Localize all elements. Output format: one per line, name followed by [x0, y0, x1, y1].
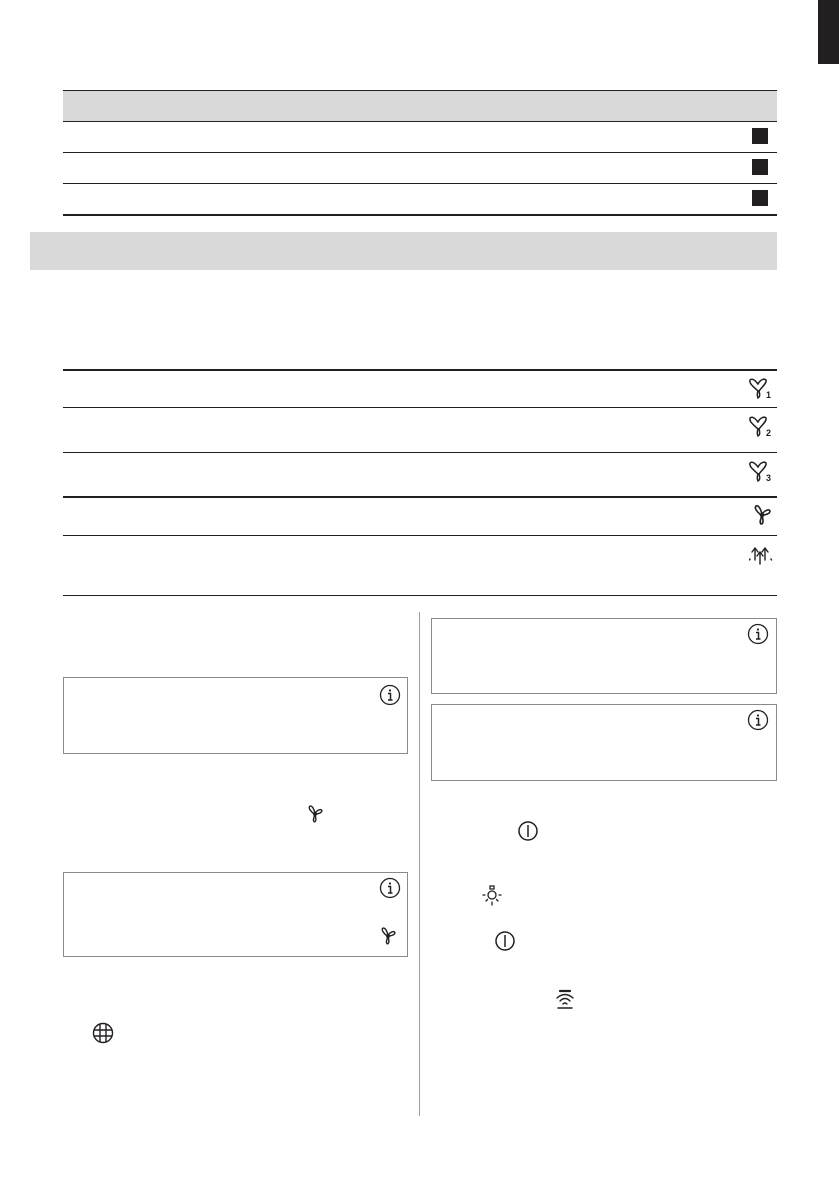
fan-table-top-border: [63, 369, 777, 371]
fan-speed-2-icon: [746, 411, 776, 441]
table-header-row: [63, 90, 777, 121]
note-box: [63, 677, 408, 754]
info-circle-icon: [379, 877, 401, 899]
svg-text:2: 2: [766, 428, 772, 438]
page-tab-marker: [818, 0, 839, 64]
table-marker-square: [752, 190, 768, 206]
power-icon: [494, 930, 516, 952]
table-row-divider: [63, 152, 777, 153]
fan-table-divider: [63, 535, 777, 536]
column-divider: [419, 612, 420, 1116]
table-row-divider: [63, 121, 777, 122]
table-bottom-border: [63, 214, 777, 216]
table-marker-square: [752, 159, 768, 175]
fan-table-divider: [63, 452, 777, 453]
light-icon: [480, 884, 504, 908]
fan-table-divider: [63, 407, 777, 408]
note-box: [63, 872, 408, 957]
hob2hood-arrows-icon: [746, 540, 776, 570]
fan-table-bottom-border: [63, 595, 777, 596]
table-marker-square: [752, 128, 768, 144]
wifi-link-icon: [554, 988, 576, 1010]
info-circle-icon: [379, 684, 401, 706]
info-circle-icon: [747, 623, 769, 645]
note-box: [431, 618, 777, 694]
fan-boost-icon: [302, 801, 328, 827]
fan-boost-icon: [747, 500, 777, 530]
fan-speed-1-icon: [746, 373, 776, 403]
fan-boost-icon: [375, 923, 401, 949]
note-box: [431, 704, 777, 781]
fan-table-divider-strong: [63, 496, 777, 498]
section-heading-band: [30, 232, 777, 270]
svg-text:3: 3: [766, 473, 772, 483]
grid-filter-icon: [91, 1021, 115, 1045]
info-circle-icon: [747, 709, 769, 731]
power-icon: [517, 820, 539, 842]
fan-speed-3-icon: [746, 456, 776, 486]
svg-text:1: 1: [766, 390, 772, 400]
table-row-divider: [63, 183, 777, 184]
